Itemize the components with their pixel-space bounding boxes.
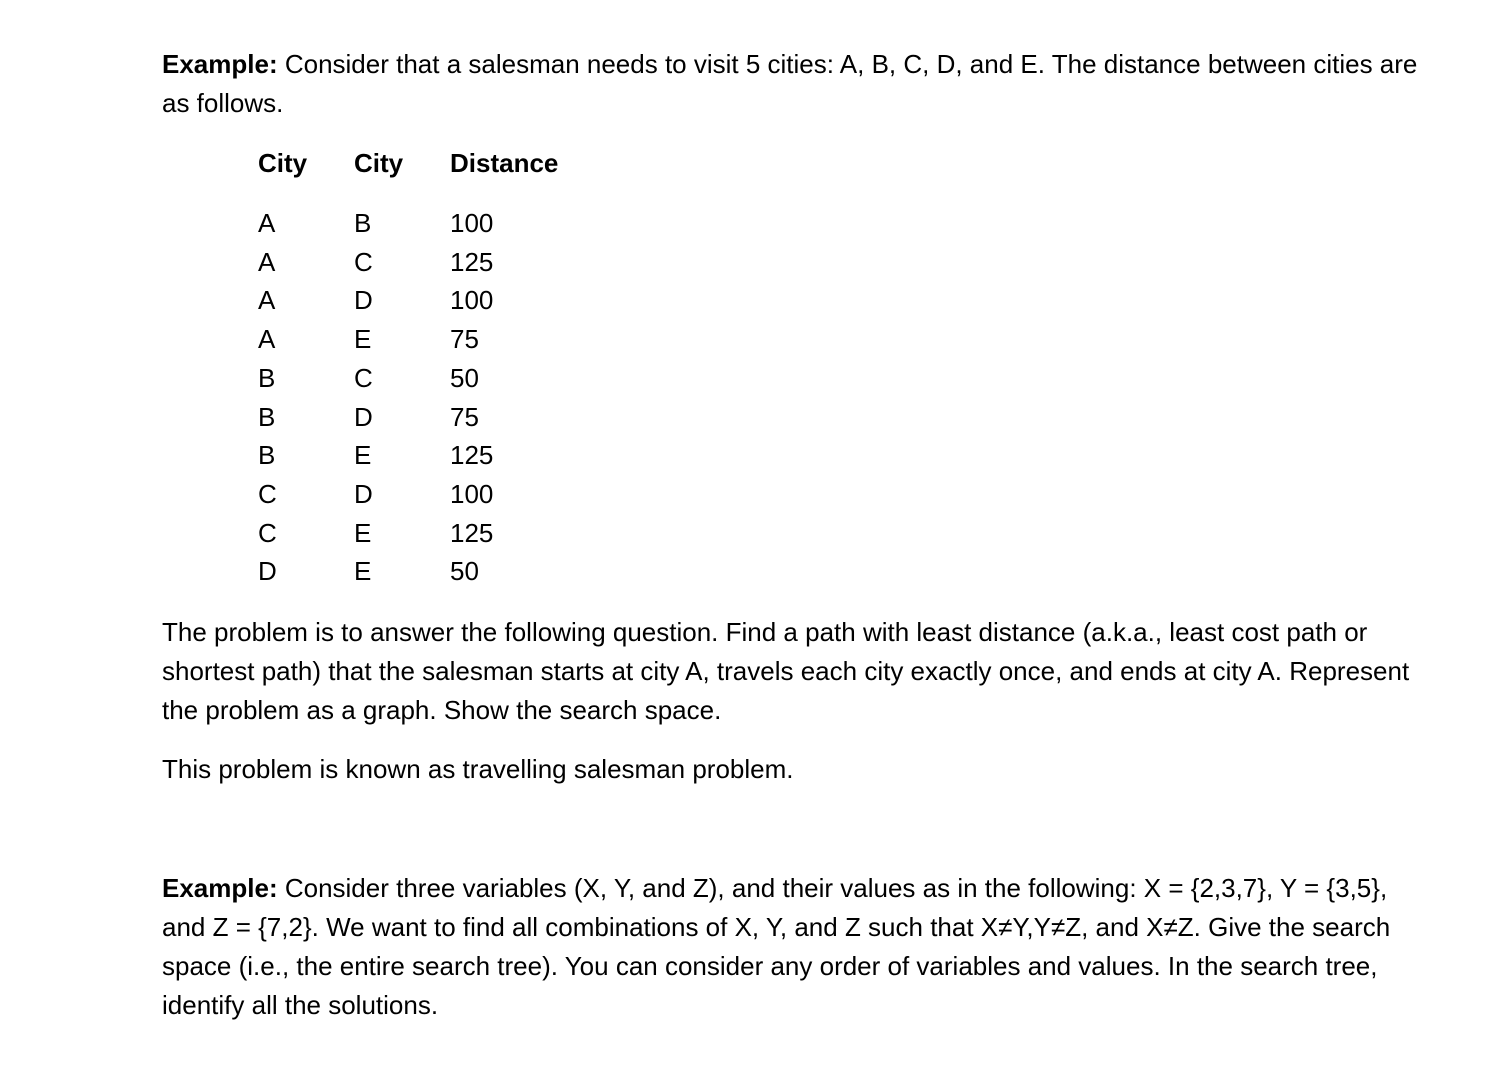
cell-city-to: C: [354, 246, 373, 277]
table-row: [258, 398, 610, 437]
example-1-text: Consider that a salesman needs to visit 5 cities: A, B, C, D, and E. The distance between cities are as follows.: [162, 49, 1418, 118]
cell-city-from: D: [258, 556, 277, 587]
table-row: [258, 514, 610, 553]
cell-city-to: E: [354, 556, 372, 587]
cell-distance: 100: [450, 285, 494, 316]
cell-city-from: B: [258, 440, 276, 471]
table-row: [258, 436, 610, 475]
example-1-paragraph: [162, 45, 1422, 123]
cell-city-to: D: [354, 478, 373, 509]
table-header-row: [258, 144, 610, 183]
cell-city-to: E: [354, 517, 372, 548]
table-row: [258, 320, 610, 359]
cell-city-from: A: [258, 324, 276, 355]
cell-city-to: B: [354, 208, 372, 238]
cell-city-to: E: [354, 440, 372, 471]
cell-city-from: A: [258, 285, 276, 316]
cell-distance: 125: [450, 246, 494, 277]
cell-city-from: B: [258, 362, 276, 393]
table-row: [258, 359, 610, 398]
cell-city-from: A: [258, 246, 276, 277]
table-row: [258, 475, 610, 514]
cell-distance: 50: [450, 362, 479, 393]
cell-distance: 100: [450, 208, 494, 238]
cell-distance: 75: [450, 401, 479, 432]
cell-city-to: C: [354, 362, 373, 393]
example-2-label: Example:: [162, 873, 278, 903]
cell-city-from: B: [258, 401, 276, 432]
cell-distance: 125: [450, 440, 494, 471]
header-distance: Distance: [450, 148, 559, 178]
known-as-paragraph: This problem is known as travelling salesman problem.: [162, 754, 794, 784]
cell-city-to: E: [354, 324, 372, 355]
cell-distance: 75: [450, 324, 479, 355]
cell-distance: 125: [450, 517, 494, 548]
example-2-text: Consider three variables (X, Y, and Z), and their values as in the following: X = {2,3,7}, Y = {3,5}, and Z = {7,2}. We want to find all combinations of X, Y, and Z such that X≠Y,Y≠Z, and X≠Z. Give the search space (i.e., the entire search tree). You can consider any order of variables and values. In the search tree, identify all the solutions.: [162, 873, 1391, 1020]
table-row: [258, 552, 610, 591]
cell-city-to: D: [354, 401, 373, 432]
table-row: [258, 243, 610, 282]
cell-city-from: A: [258, 208, 276, 238]
table-row: [258, 281, 610, 320]
example-1-label: Example:: [162, 49, 278, 79]
distance-table: [258, 144, 610, 591]
header-city-from: City: [258, 148, 308, 178]
cell-distance: 50: [450, 556, 479, 587]
cell-city-to: D: [354, 285, 373, 316]
header-city-to: City: [354, 148, 404, 178]
problem-paragraph: The problem is to answer the following question. Find a path with least distance (a.k.a., least cost path or shortest path) that the salesman starts at city A, travels each city exactly once, and ends at city A. Represent the problem as a graph. Show the search space.: [162, 617, 1410, 725]
table-row: [258, 204, 610, 243]
cell-city-from: C: [258, 517, 277, 548]
cell-city-from: C: [258, 478, 277, 509]
cell-distance: 100: [450, 478, 494, 509]
example-2-paragraph: [162, 869, 1422, 1025]
